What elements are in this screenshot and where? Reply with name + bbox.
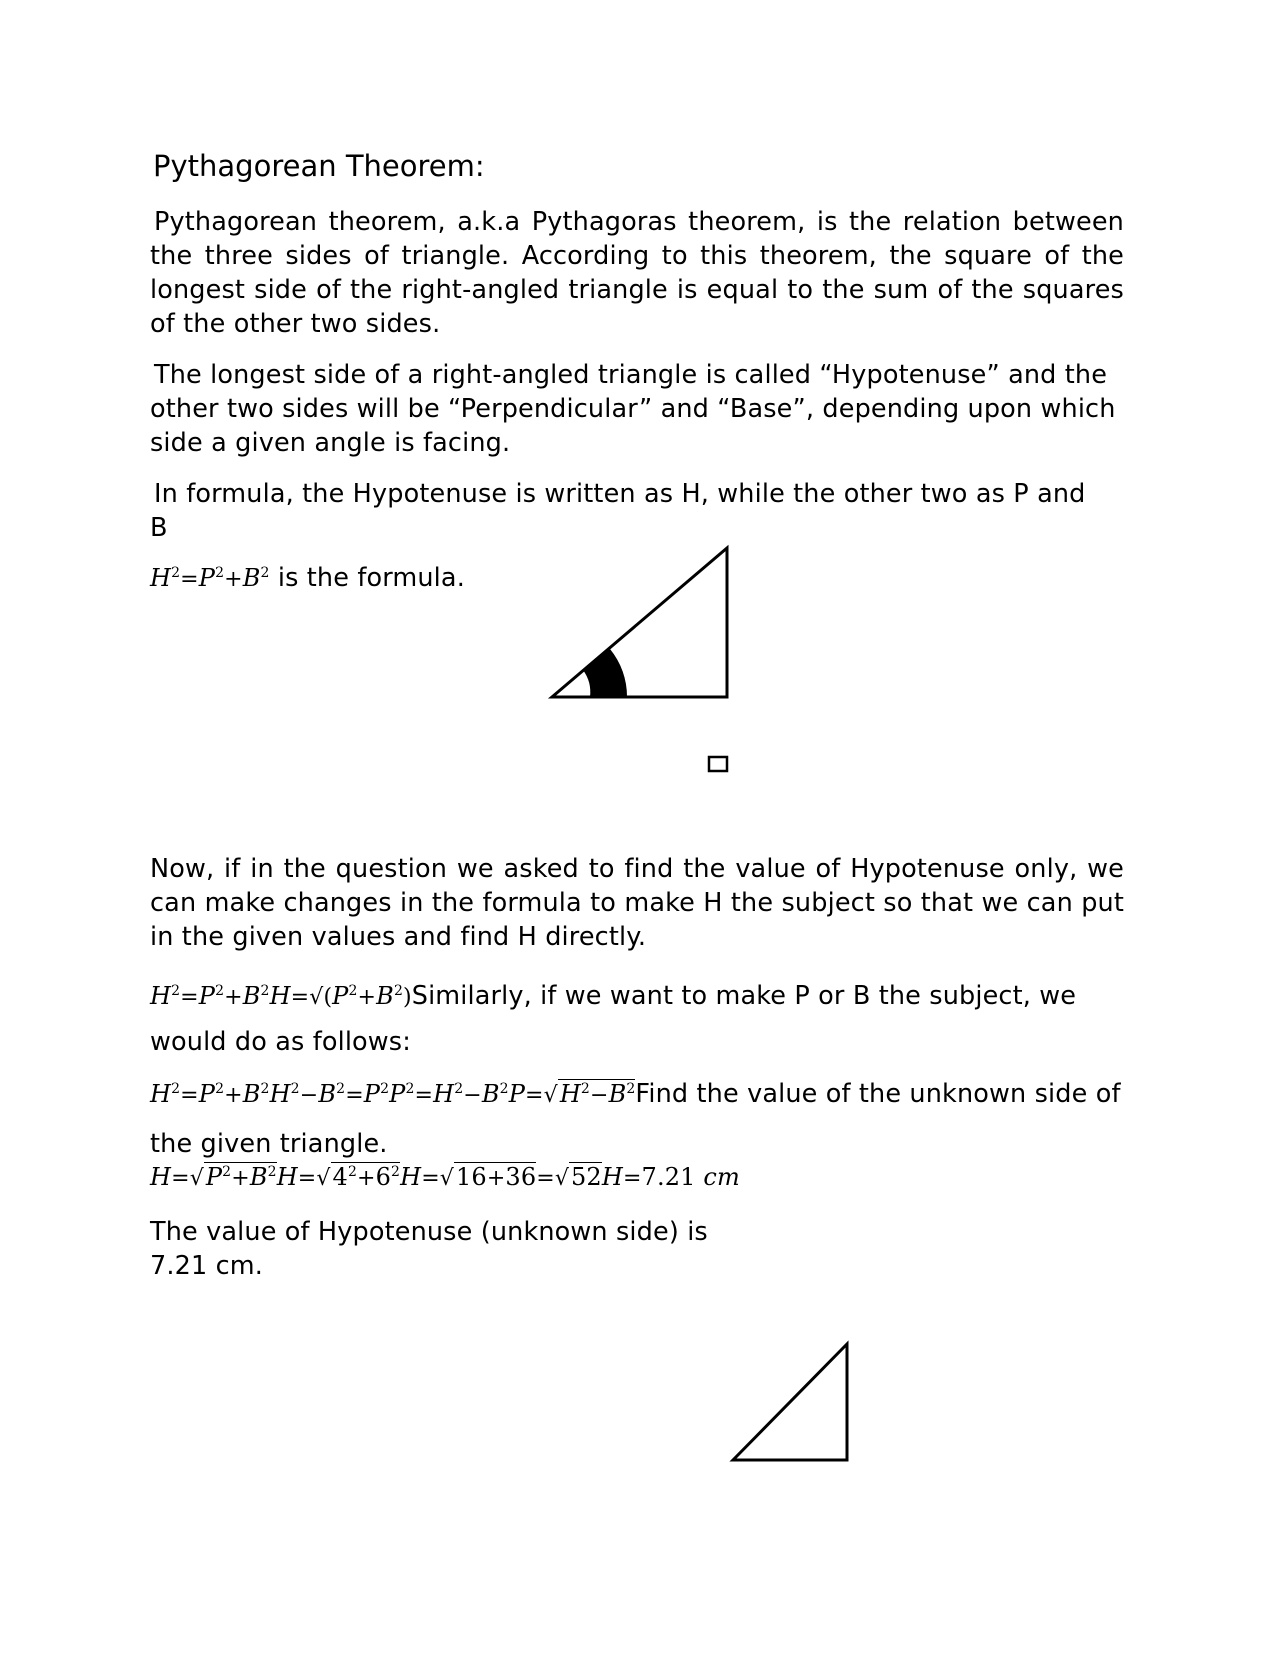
subject-h-paragraph: Now, if in the question we asked to find the value of Hypotenuse only, we can make changes in the formula to make H the subject so that we can put in the given values and find H directly. [150,854,1124,952]
perpendicular-formula: $H^2=P^2+B^2H^2-B^2=P^2P^2=H^2-B^2P=√H^2-B^2$ [150,1080,636,1108]
intro-paragraph: Pythagorean theorem, a.k.a Pythagoras theorem, is the relation between the three sides of triangle. According to this theorem, the square of the longest side of the right-angled triangle is equal to the sum of the squares of the other two sides. [150,207,1124,339]
hypotenuse-paragraph: The longest side of a right-angled triangle is called “Hypotenuse” and the other two sides will be “Perpendicular” and “Base”, depending upon which side a given angle is facing. [150,360,1116,458]
triangle-outline [552,548,727,697]
page-title: Pythagorean Theorem: [153,149,485,183]
hypotenuse-subject-line [150,974,1124,1064]
perpendicular-subject-line [150,1070,1124,1168]
basic-formula: $H^2=P^2+B^2$ [150,564,270,592]
formula-caption: is the formula. [269,563,465,593]
calculation-formula: $H=√P^2+B^2H=√4^2+6^2H=√16+36=√52H=7.21$ cm [150,1163,740,1191]
second-triangle-outline [733,1344,847,1460]
similarly-text: Similarly, if we want to make P or B the subject, we would do as follows: [150,981,1077,1057]
placeholder-box [709,757,727,771]
angle-marker [583,649,627,697]
answer-paragraph: The value of Hypotenuse (unknown side) is 7.21 cm. [150,1217,708,1281]
notation-paragraph: In formula, the Hypotenuse is written as H, while the other two as P and B [150,479,1086,543]
find-text: Find the value of the unknown side of the given triangle. [150,1079,1121,1159]
hypotenuse-formula: $H^2=P^2+B^2H=√(P^2+B^2)$ [150,982,412,1010]
calculation-line [150,1160,1124,1196]
